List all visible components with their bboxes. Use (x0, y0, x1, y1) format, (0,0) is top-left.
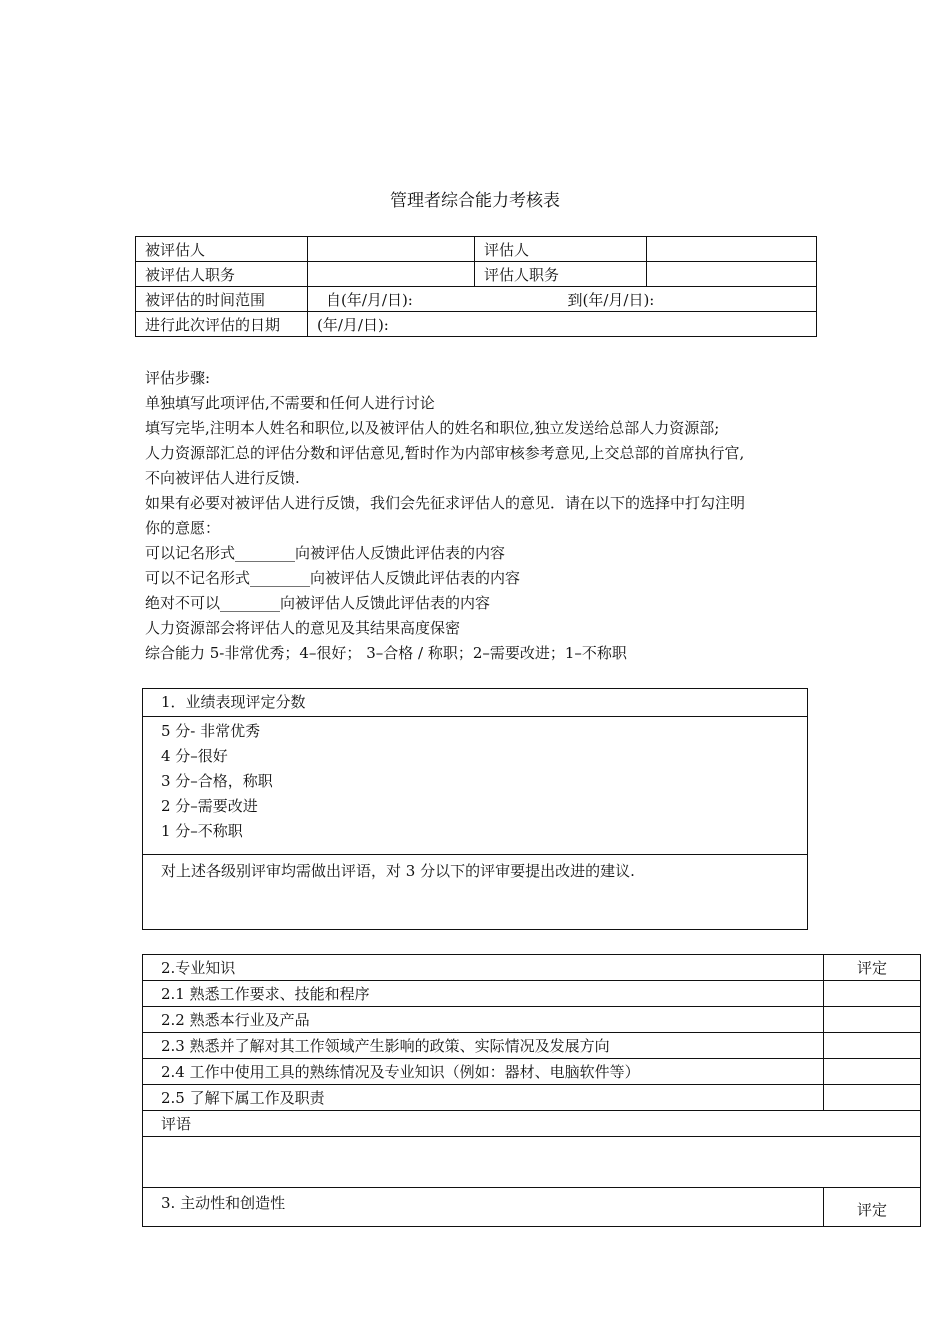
knowledge-item: 2.5 了解下属工作及职责 (143, 1085, 824, 1111)
instruction-line: 人力资源部会将评估人的意见及其结果高度保密 (145, 619, 461, 637)
section3-header: 3. 主动性和创造性 (143, 1188, 824, 1227)
instruction-line: 你的意愿： (145, 519, 221, 537)
score-level: 1 分–不称职 (161, 822, 243, 840)
instruction-line: 填写完毕,注明本人姓名和职位,以及被评估人的姓名和职位,独立发送给总部人力资源部; (145, 419, 720, 437)
instruction-line: 综合能力 5-非常优秀；4–很好； 3–合格 / 称职；2–需要改进；1–不称职 (145, 644, 627, 662)
date-label: 进行此次评估的日期 (136, 312, 308, 337)
rating-header: 评定 (824, 955, 921, 981)
knowledge-item: 2.3 熟悉并了解对其工作领域产生影响的政策、实际情况及发展方向 (143, 1033, 824, 1059)
evaluator-label: 评估人 (475, 237, 647, 262)
section1-note[interactable]: 对上述各级别评审均需做出评语，对 3 分以下的评审要提出改进的建议. (161, 862, 635, 880)
knowledge-item: 2.2 熟悉本行业及产品 (143, 1007, 824, 1033)
instruction-line: 单独填写此项评估,不需要和任何人进行讨论 (145, 394, 435, 412)
evaluator-field[interactable] (647, 237, 817, 262)
evaluatee-position-label: 被评估人职务 (136, 262, 308, 287)
date-field[interactable]: (年/月/日): (308, 312, 817, 337)
info-table (135, 236, 817, 337)
rating-cell[interactable] (824, 1059, 921, 1085)
instruction-line: 可以记名形式________向被评估人反馈此评估表的内容 (145, 544, 506, 562)
instructions (145, 366, 825, 666)
instruction-line: 可以不记名形式________向被评估人反馈此评估表的内容 (145, 569, 521, 587)
evaluatee-field[interactable] (308, 237, 475, 262)
knowledge-item: 2.1 熟悉工作要求、技能和程序 (143, 981, 824, 1007)
score-level: 2 分–需要改进 (161, 797, 258, 815)
page-title: 管理者综合能力考核表 (390, 191, 560, 211)
comment-field[interactable] (143, 1137, 921, 1188)
instruction-line: 不向被评估人进行反馈. (145, 469, 300, 487)
evaluatee-label: 被评估人 (136, 237, 308, 262)
evaluator-position-label: 评估人职务 (475, 262, 647, 287)
section2-header: 2.专业知识 (143, 955, 824, 981)
section3-rating: 评定 (824, 1188, 921, 1227)
rating-cell[interactable] (824, 1007, 921, 1033)
period-to: 到(年/月/日): (567, 290, 655, 309)
rating-cell[interactable] (824, 981, 921, 1007)
period-from: 自(年/月/日): (326, 290, 413, 309)
score-levels (143, 717, 807, 855)
performance-score-section (142, 688, 808, 930)
score-level: 3 分–合格，称职 (161, 772, 273, 790)
instruction-line: 绝对不可以________向被评估人反馈此评估表的内容 (145, 594, 491, 612)
period-field[interactable] (308, 287, 817, 312)
score-level: 5 分- 非常优秀 (161, 722, 261, 740)
rating-cell[interactable] (824, 1033, 921, 1059)
instruction-line: 评估步骤: (145, 369, 211, 387)
instruction-line: 如果有必要对被评估人进行反馈，我们会先征求评估人的意见．请在以下的选择中打勾注明 (145, 494, 746, 512)
knowledge-item: 2.4 工作中使用工具的熟练情况及专业知识（例如：器材、电脑软件等） (143, 1059, 824, 1085)
evaluator-position-field[interactable] (647, 262, 817, 287)
score-level: 4 分–很好 (161, 747, 228, 765)
comment-label: 评语 (143, 1111, 921, 1137)
section1-header: 1．业绩表现评定分数 (143, 689, 807, 717)
period-label: 被评估的时间范围 (136, 287, 308, 312)
instruction-line: 人力资源部汇总的评估分数和评估意见,暂时作为内部审核参考意见,上交总部的首席执行官, (145, 444, 745, 462)
rating-cell[interactable] (824, 1085, 921, 1111)
evaluatee-position-field[interactable] (308, 262, 475, 287)
knowledge-table (142, 954, 921, 1227)
